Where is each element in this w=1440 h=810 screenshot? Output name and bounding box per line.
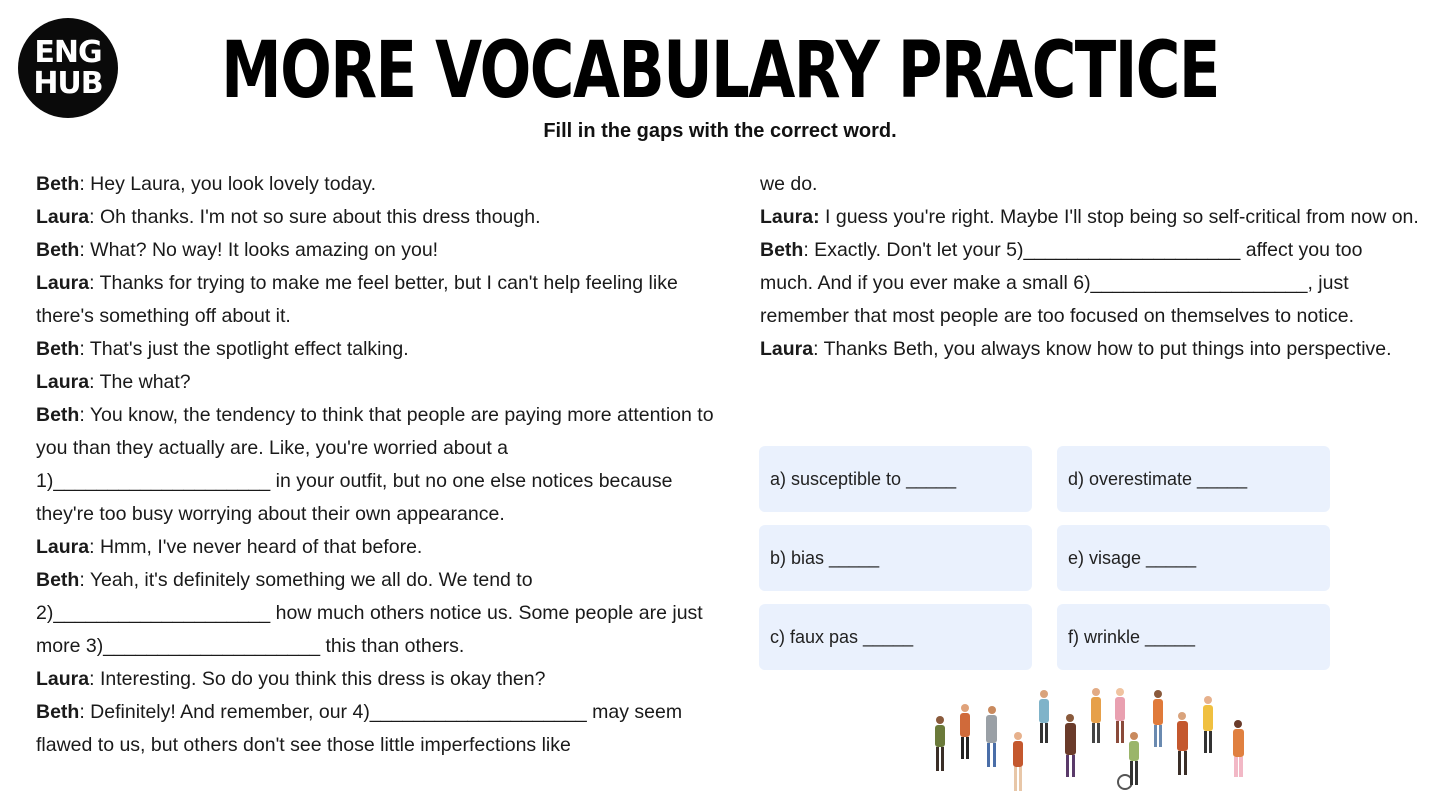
option-d: d) overestimate _____ [1057, 446, 1330, 512]
speaker: Beth [36, 173, 80, 195]
line-text: That's just the spotlight effect talking. [84, 338, 409, 360]
dialogue-line: Beth: That's just the spotlight effect talking. [36, 338, 409, 360]
dialogue-line: Laura: Thanks for trying to make me feel better, but I can't help feeling like there's something off about it. [36, 272, 678, 327]
line-text: Definitely! And remember, our 4)____________________ may seem flawed to us, but others don't see those little imperfections like [36, 701, 683, 756]
dialogue-right-column [760, 168, 1420, 366]
dialogue-line: Laura: Thanks Beth, you always know how to put things into perspective. [760, 338, 1392, 360]
person-figure [1091, 688, 1101, 743]
person-figure [935, 716, 945, 771]
line-text: You know, the tendency to think that people are paying more attention to you than they actually are. Like, you're worried about a 1)____________________ in your outfit, but no one else notices because they're too busy worrying about their own appearance. [36, 404, 714, 525]
speaker: Laura [36, 206, 90, 228]
person-figure [1013, 732, 1023, 791]
line-text: Exactly. Don't let your 5)____________________ affect you too much. And if you ever make a small 6)____________________, just remember that most people are too focused on themselves to notice. [760, 239, 1363, 327]
line-text: I guess you're right. Maybe I'll stop being so self-critical from now on. [819, 206, 1419, 228]
speaker: Laura [760, 338, 814, 360]
line-text: Thanks Beth, you always know how to put things into perspective. [818, 338, 1392, 360]
line-text: Yeah, it's definitely something we all do. We tend to 2)____________________ how much others notice us. Some people are just more 3)____________________ this than others. [36, 569, 703, 657]
dialogue-line: Beth: Exactly. Don't let your 5)____________________ affect you too much. And if you ever make a small 6)____________________, just remember that most people are too focused on themselves to notice. [760, 239, 1363, 327]
dialogue-line: Beth: What? No way! It looks amazing on you! [36, 239, 439, 261]
option-c: c) faux pas _____ [759, 604, 1032, 670]
dialogue-line: Laura: Hmm, I've never heard of that before. [36, 536, 423, 558]
instructions: Fill in the gaps with the correct word. [543, 120, 897, 142]
person-figure [960, 704, 970, 759]
speaker: Beth [36, 569, 80, 591]
dialogue-line [760, 201, 1420, 234]
speaker: Laura [36, 536, 90, 558]
option-e: e) visage _____ [1057, 525, 1330, 591]
speaker: Laura [36, 668, 90, 690]
speaker: Beth [36, 701, 80, 723]
dialogue-line: Laura: Interesting. So do you think this dress is okay then? [36, 668, 546, 690]
person-figure [986, 706, 997, 767]
crowd-illustration [920, 680, 1260, 800]
logo-line-2: HUB [33, 66, 103, 101]
person-figure [1203, 696, 1213, 753]
dialogue-line [760, 168, 1420, 201]
speaker: Laura [36, 272, 90, 294]
line-text: Hmm, I've never heard of that before. [94, 536, 423, 558]
dialogue-line: Beth: Hey Laura, you look lovely today. [36, 173, 376, 195]
line-text: Hey Laura, you look lovely today. [84, 173, 376, 195]
person-figure [1233, 720, 1244, 777]
option-b: b) bias _____ [759, 525, 1032, 591]
person-figure [1065, 714, 1076, 777]
option-f: f) wrinkle _____ [1057, 604, 1330, 670]
dialogue-left-column [36, 168, 726, 762]
speaker: Laura: [760, 206, 820, 228]
dialogue-line: Beth: You know, the tendency to think that people are paying more attention to you than they actually are. Like, you're worried about a 1)____________________ in your outfit, but no one else notices because they're too busy worrying about their own appearance. [36, 404, 714, 525]
enghub-logo [18, 18, 118, 118]
dialogue-line: Laura: Oh thanks. I'm not so sure about this dress though. [36, 206, 541, 228]
dialogue-line: Beth: Definitely! And remember, our 4)____________________ may seem flawed to us, but others don't see those little imperfections like [36, 701, 683, 756]
person-figure [1177, 712, 1188, 775]
line-text: Thanks for trying to make me feel better, but I can't help feeling like there's something off about it. [36, 272, 678, 327]
line-text: we do. [760, 173, 818, 195]
speaker: Laura [36, 371, 90, 393]
dialogue-line: Beth: Yeah, it's definitely something we all do. We tend to 2)____________________ how much others notice us. Some people are just more 3)____________________ this than others. [36, 569, 703, 657]
line-text: The what? [94, 371, 191, 393]
logo-line-1: ENG [34, 35, 102, 70]
line-text: Interesting. So do you think this dress is okay then? [94, 668, 546, 690]
line-text: Oh thanks. I'm not so sure about this dress though. [94, 206, 541, 228]
person-figure [1115, 688, 1125, 743]
page-title: MORE VOCABULARY PRACTICE [221, 26, 1219, 116]
option-a: a) susceptible to _____ [759, 446, 1032, 512]
word-options-grid [759, 446, 1331, 670]
speaker: Beth [760, 239, 804, 261]
speaker: Beth [36, 239, 80, 261]
speaker: Beth [36, 404, 80, 426]
person-figure [1153, 690, 1163, 747]
person-figure [1039, 690, 1049, 743]
line-text: What? No way! It looks amazing on you! [84, 239, 439, 261]
speaker: Beth [36, 338, 80, 360]
dialogue-line: Laura: The what? [36, 371, 191, 393]
